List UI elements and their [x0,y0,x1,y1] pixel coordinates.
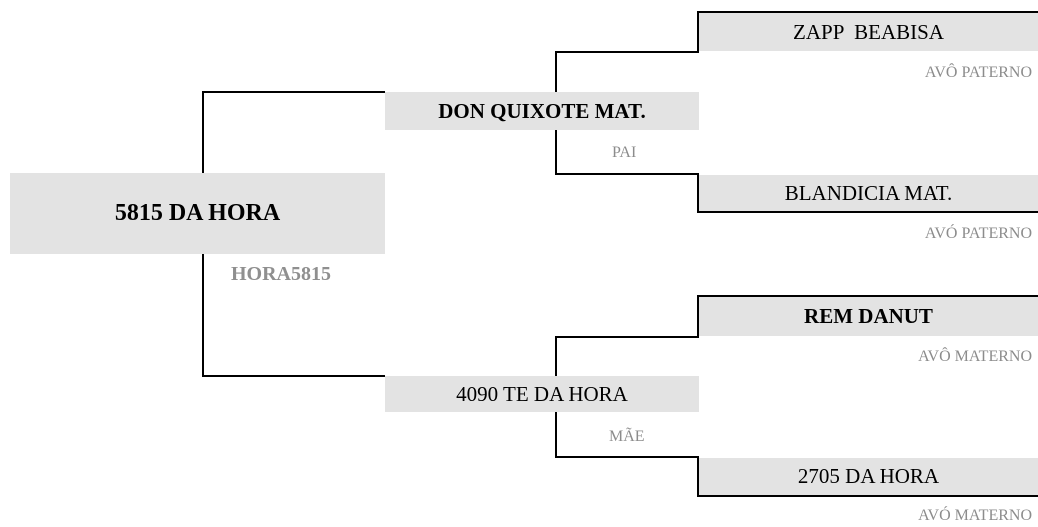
maternal-grandsire-name: REM DANUT [804,304,933,328]
maternal-granddam-box [699,458,1038,495]
paternal-granddam-role: AVÓ PATERNO [924,225,1032,242]
subject-name-box [10,173,385,254]
subject-name: 5815 DA HORA [114,200,281,226]
subject-code: HORA5815 [231,263,331,285]
paternal-granddam-box [699,175,1038,211]
paternal-grandsire-role: AVÔ PATERNO [924,64,1032,81]
sire-name: DON QUIXOTE MAT. [438,98,646,123]
paternal-grandsire-name: ZAPP BEABISA [793,19,944,44]
paternal-granddam-name: BLANDICIA MAT. [784,180,953,205]
dam-name: 4090 TE DA HORA [456,381,628,406]
maternal-granddam-name: 2705 DA HORA [797,464,940,488]
dam-name-box [385,376,699,412]
maternal-grandsire-role: AVÔ MATERNO [918,348,1032,365]
maternal-grandsire-box [699,297,1038,336]
paternal-grandsire-box [699,13,1038,51]
dam-role-label: MÃE [609,428,645,445]
sire-name-box [385,92,699,130]
maternal-granddam-role: AVÓ MATERNO [918,507,1032,524]
sire-role-label: PAI [612,144,637,161]
